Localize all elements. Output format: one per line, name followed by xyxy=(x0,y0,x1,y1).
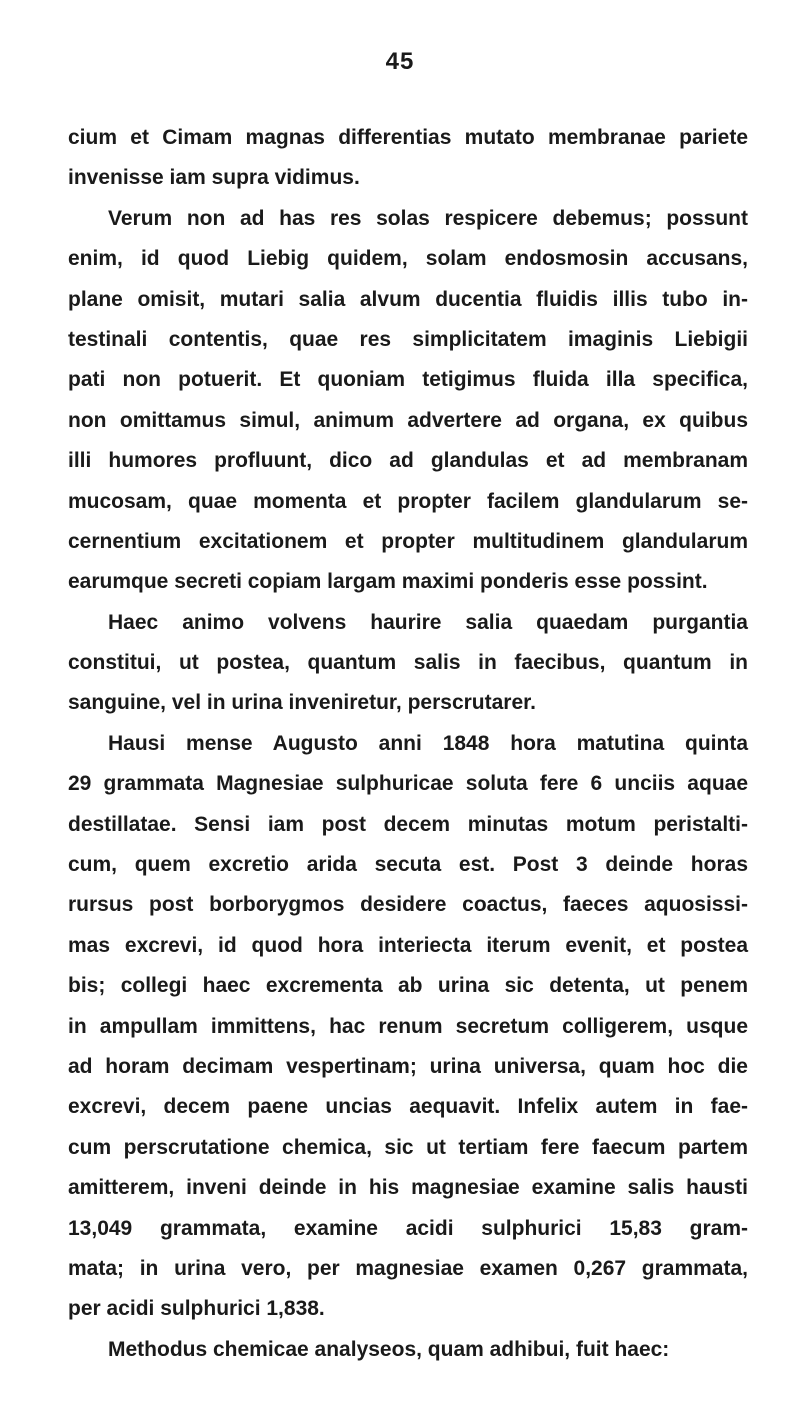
text-line: constitui, ut postea, quantum salis in faecibus, quantum in xyxy=(68,651,748,675)
text-line: 13,049 grammata, examine acidi sulphurici 15,83 gram- xyxy=(68,1216,748,1240)
text-line: invenisse iam supra vidimus. xyxy=(68,166,360,190)
text-line: illi humores profluunt, dico ad glandulas et ad membranam xyxy=(68,449,748,473)
paragraph-start-line: Methodus chemicae analyseos, quam adhibui, fuit haec: xyxy=(108,1337,670,1361)
text-line: plane omisit, mutari salia alvum ducentia fluidis illis tubo in- xyxy=(68,287,748,311)
text-line: mata; in urina vero, per magnesiae examen 0,267 grammata, xyxy=(68,1256,748,1280)
text-line: amitterem, inveni deinde in his magnesiae examine salis hausti xyxy=(68,1176,748,1200)
body-text xyxy=(68,118,748,1370)
text-line: cium et Cimam magnas differentias mutato membranae pariete xyxy=(68,126,748,149)
paragraph-start-line: Verum non ad has res solas respicere debemus; possunt xyxy=(108,206,748,230)
text-line: testinali contentis, quae res simplicitatem imaginis Liebigii xyxy=(68,327,748,351)
paragraph-start-line: Hausi mense Augusto anni 1848 hora matutina quinta xyxy=(108,731,748,755)
text-line: earumque secreti copiam largam maximi ponderis esse possint. xyxy=(68,570,708,594)
text-line: rursus post borborygmos desidere coactus, faeces aquosissi- xyxy=(68,893,748,917)
text-line: 29 grammata Magnesiae sulphuricae soluta fere 6 unciis aquae xyxy=(68,772,748,796)
text-line: non omittamus simul, animum advertere ad organa, ex quibus xyxy=(68,408,748,432)
text-line: bis; collegi haec excrementa ab urina sic detenta, ut penem xyxy=(68,974,748,998)
text-line: cum perscrutatione chemica, sic ut tertiam fere faecum partem xyxy=(68,1135,748,1159)
text-line: sanguine, vel in urina inveniretur, perscrutarer. xyxy=(68,691,536,715)
text-line: destillatae. Sensi iam post decem minutas motum peristalti- xyxy=(68,812,748,836)
text-line: cernentium excitationem et propter multitudinem glandularum xyxy=(68,529,748,553)
text-line: excrevi, decem paene uncias aequavit. Infelix autem in fae- xyxy=(68,1095,748,1119)
text-line: in ampullam immittens, hac renum secretum colligerem, usque xyxy=(68,1014,748,1038)
text-line: cum, quem excretio arida secuta est. Post 3 deinde horas xyxy=(68,853,748,877)
text-line: mas excrevi, id quod hora interiecta iterum evenit, et postea xyxy=(68,933,748,957)
text-line: per acidi sulphurici 1,838. xyxy=(68,1297,325,1321)
text-line: pati non potuerit. Et quoniam tetigimus fluida illa specifica, xyxy=(68,368,748,392)
text-line: enim, id quod Liebig quidem, solam endosmosin accusans, xyxy=(68,247,748,271)
page-number: 45 xyxy=(385,48,415,75)
text-line: ad horam decimam vespertinam; urina universa, quam hoc die xyxy=(68,1054,748,1078)
paragraph-start-line: Haec animo volvens haurire salia quaedam purgantia xyxy=(108,610,748,634)
text-line: mucosam, quae momenta et propter facilem glandularum se- xyxy=(68,489,748,513)
